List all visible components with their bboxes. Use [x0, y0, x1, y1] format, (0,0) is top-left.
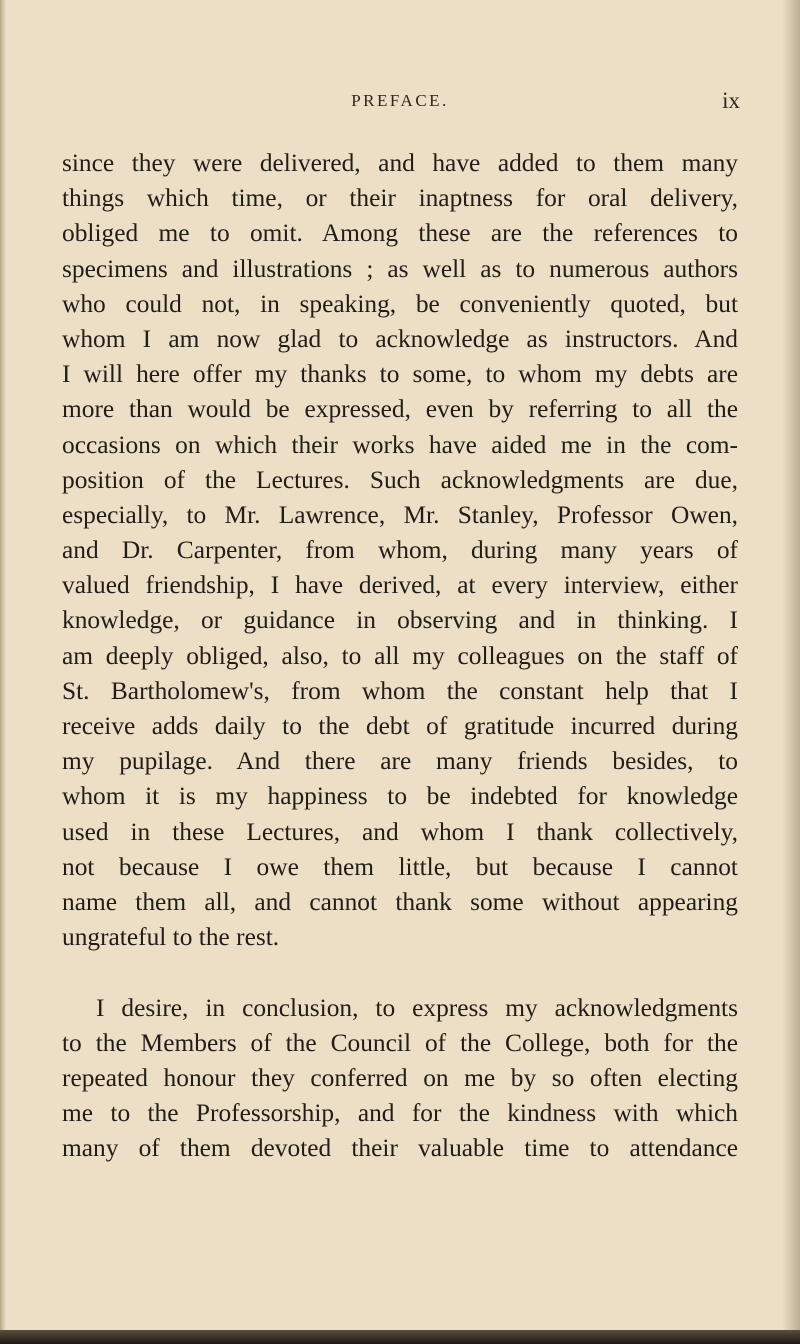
text-line: St. Bartholomew's, from whom the constant help that I [62, 676, 738, 705]
text-line: who could not, in speaking, be conveniently quoted, but [62, 289, 738, 318]
page-gutter [0, 0, 6, 1344]
text-line: position of the Lectures. Such acknowledgments are due, [62, 465, 738, 494]
page-number: ix [722, 88, 740, 113]
paragraph-1 [62, 146, 738, 955]
text-line: valued friendship, I have derived, at every interview, either [62, 571, 738, 600]
text-line: especially, to Mr. Lawrence, Mr. Stanley, Professor Owen, [62, 500, 738, 529]
text-line: not because I owe them little, but because I cannot [62, 852, 738, 881]
text-line: receive adds daily to the debt of gratitude incurred during [62, 712, 738, 740]
text-line: whom it is my happiness to be indebted for knowledge [62, 782, 738, 811]
running-head [60, 88, 740, 118]
text-line: used in these Lectures, and whom I thank collectively, [62, 817, 738, 846]
text-line: my pupilage. And there are many friends besides, to [62, 747, 738, 776]
text-line: name them all, and cannot thank some without appearing [62, 887, 738, 916]
paragraph-spacer [62, 955, 738, 990]
text-line: since they were delivered, and have added to them many [62, 149, 738, 177]
page-edge-shadow [782, 0, 800, 1344]
text-line: am deeply obliged, also, to all my colleagues on the staff of [62, 641, 738, 670]
text-line: many of them devoted their valuable time to attendance [62, 1134, 738, 1163]
text-line: I desire, in conclusion, to express my acknowledgments [96, 993, 738, 1022]
text-line: occasions on which their works have aided me in the com- [62, 430, 738, 459]
running-title: PREFACE. [351, 91, 449, 110]
text-line: more than would be expressed, even by referring to all the [62, 395, 738, 424]
text-line: to the Members of the Council of the College, both for the [62, 1028, 738, 1057]
text-line: ungrateful to the rest. [62, 923, 280, 952]
text-line: whom I am now glad to acknowledge as instructors. And [62, 324, 738, 353]
text-line: and Dr. Carpenter, from whom, during many years of [62, 536, 738, 565]
text-line: I will here offer my thanks to some, to whom my debts are [62, 360, 738, 389]
text-line: specimens and illustrations ; as well as to numerous authors [62, 254, 738, 283]
text-line: things which time, or their inaptness for oral delivery, [62, 184, 738, 213]
text-line: knowledge, or guidance in observing and in thinking. I [62, 606, 738, 635]
body-text [62, 146, 738, 1166]
text-line: repeated honour they conferred on me by so often electing [62, 1063, 738, 1092]
text-line: me to the Professorship, and for the kindness with which [62, 1099, 738, 1128]
text-line: obliged me to omit. Among these are the references to [62, 219, 738, 248]
page-bottom-edge [0, 1330, 800, 1344]
paragraph-2 [62, 991, 738, 1167]
